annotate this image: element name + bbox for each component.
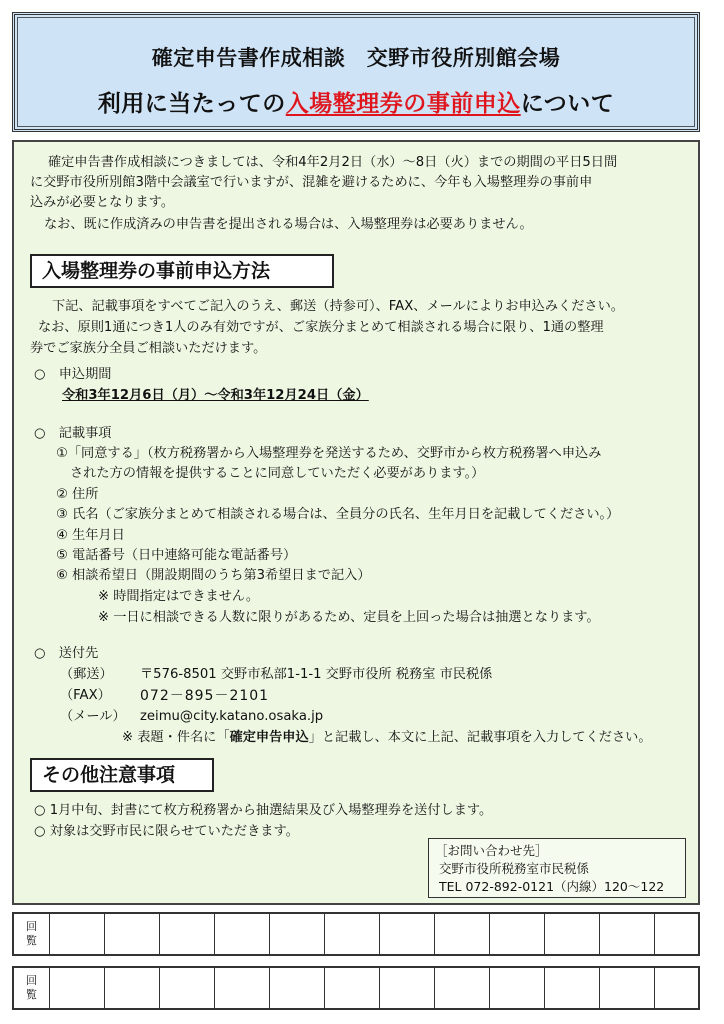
circulation-label-2-bottom: 覧 (26, 988, 37, 1001)
dest-mail-value: 〒576-8501 交野市私部1-1-1 交野市役所 税務室 市民税係 (140, 667, 493, 682)
stamp-cell (214, 968, 215, 1008)
subject-note-post: 」と記載し、本文に上記、記載事項を入力してください。 (308, 730, 652, 745)
contact-box (428, 838, 686, 898)
notice-body (12, 140, 700, 905)
item-3-name: ③ 氏名（ご家族分まとめて相談される場合は、全員分の氏名、生年月日を記載してください。） (56, 507, 620, 522)
stamp-cell (379, 968, 380, 1008)
stamp-cell (269, 968, 270, 1008)
stamp-cell (104, 968, 105, 1008)
intro-line-4: なお、既に作成済みの申告書を提出される場合は、入場整理券は必要ありません。 (44, 217, 533, 232)
circulation-label-2 (14, 968, 50, 1008)
contact-tel: TEL 072-892-0121（内線）120～122 (439, 879, 665, 894)
intro-line-1: 確定申告書作成相談につきましては、令和4年2月2日（水）～8日（火）までの期間の平日5日間 (48, 155, 618, 170)
circulation-row-1 (12, 912, 700, 956)
other-note-2: ○ 対象は交野市民に限らせていただきます。 (34, 824, 299, 839)
stamp-cell (159, 914, 160, 954)
subject-note (122, 729, 652, 747)
method-lead-2: なお、原則1通につき1人のみ有効ですが、ご家族分まとめて相談される場合に限り、1通の整理 (38, 320, 604, 335)
stamp-cell (654, 914, 655, 954)
stamp-cell (214, 914, 215, 954)
title-highlight: 入場整理券の事前申込 (285, 91, 521, 117)
circulation-label-2-top: 回 (26, 974, 37, 987)
method-lead-1: 下記、記載事項をすべてご記入のうえ、郵送（持参可）、FAX、メールによりお申込みください。 (52, 299, 624, 314)
item-4-birthdate: ④ 生年月日 (56, 528, 125, 543)
circulation-label-1-top: 回 (26, 920, 37, 933)
intro-line-2: に交野市役所別館3階中会議室で行いますが、混雑を避けるために、今年も入場整理券の事前申 (30, 175, 593, 190)
stamp-cell (654, 968, 655, 1008)
circulation-label-1 (14, 914, 50, 954)
stamp-cell (489, 914, 490, 954)
method-lead-3: 券でご家族分全員ご相談いただけます。 (30, 341, 267, 356)
item-6-preferred-date: ⑥ 相談希望日（開設期間のうち第3希望日まで記入） (56, 568, 371, 583)
title-banner (12, 12, 700, 132)
title-line-2-post: について (520, 91, 615, 117)
note-no-time: ※ 時間指定はできません。 (98, 589, 260, 604)
contact-heading: ［お問い合わせ先］ (435, 843, 548, 858)
dest-fax-label: （FAX） (60, 688, 111, 703)
stamp-cell (159, 968, 160, 1008)
dest-email-label: （メール） (60, 709, 126, 724)
period-value: 令和3年12月6日（月）～令和3年12月24日（金） (62, 388, 369, 403)
items-heading: ○ 記載事項 (34, 426, 112, 441)
section-title-other-notes: その他注意事項 (30, 758, 214, 792)
stamp-cell (544, 914, 545, 954)
stamp-cell (599, 914, 600, 954)
dest-heading: ○ 送付先 (34, 646, 99, 661)
other-note-1: ○ 1月中旬、封書にて枚方税務署から抽選結果及び入場整理券を送付します。 (34, 803, 493, 818)
circulation-label-1-bottom: 覧 (26, 934, 37, 947)
stamp-cell (104, 914, 105, 954)
dest-fax-value: 072－895－2101 (140, 688, 270, 704)
intro-line-3: 込みが必要となります。 (30, 195, 175, 210)
subject-note-pre: ※ 表題・件名に「 (122, 730, 230, 745)
circulation-row-2 (12, 966, 700, 1010)
stamp-cell (544, 968, 545, 1008)
subject-note-bold: 確定申告申込 (229, 730, 309, 745)
stamp-cell (269, 914, 270, 954)
stamp-cell (599, 968, 600, 1008)
stamp-cell (489, 968, 490, 1008)
stamp-cell (324, 914, 325, 954)
item-1-consent: ①「同意する」（枚方税務署から入場整理券を発送するため、交野市から枚方税務署へ申込み (56, 446, 602, 461)
stamp-cell (324, 968, 325, 1008)
period-heading: ○ 申込期間 (34, 367, 112, 382)
dest-mail-label: （郵送） (60, 667, 113, 682)
item-1-consent-cont: された方の情報を提供することに同意していただく必要があります。） (70, 466, 485, 481)
title-line-2-pre: 利用に当たっての (97, 91, 286, 117)
item-2-address: ② 住所 (56, 487, 99, 502)
title-line-1: 確定申告書作成相談 交野市役所別館会場 (151, 46, 561, 70)
dest-email-value: zeimu@city.katano.osaka.jp (140, 709, 324, 724)
item-5-phone: ⑤ 電話番号（日中連絡可能な電話番号） (56, 548, 297, 563)
note-lottery: ※ 一日に相談できる人数に限りがあるため、定員を上回った場合は抽選となります。 (98, 610, 600, 625)
contact-office: 交野市役所税務室市民税係 (439, 861, 590, 876)
title-line-2 (15, 85, 697, 118)
section-title-application-method: 入場整理券の事前申込方法 (30, 254, 334, 288)
stamp-cell (379, 914, 380, 954)
stamp-cell (434, 968, 435, 1008)
stamp-cell (434, 914, 435, 954)
